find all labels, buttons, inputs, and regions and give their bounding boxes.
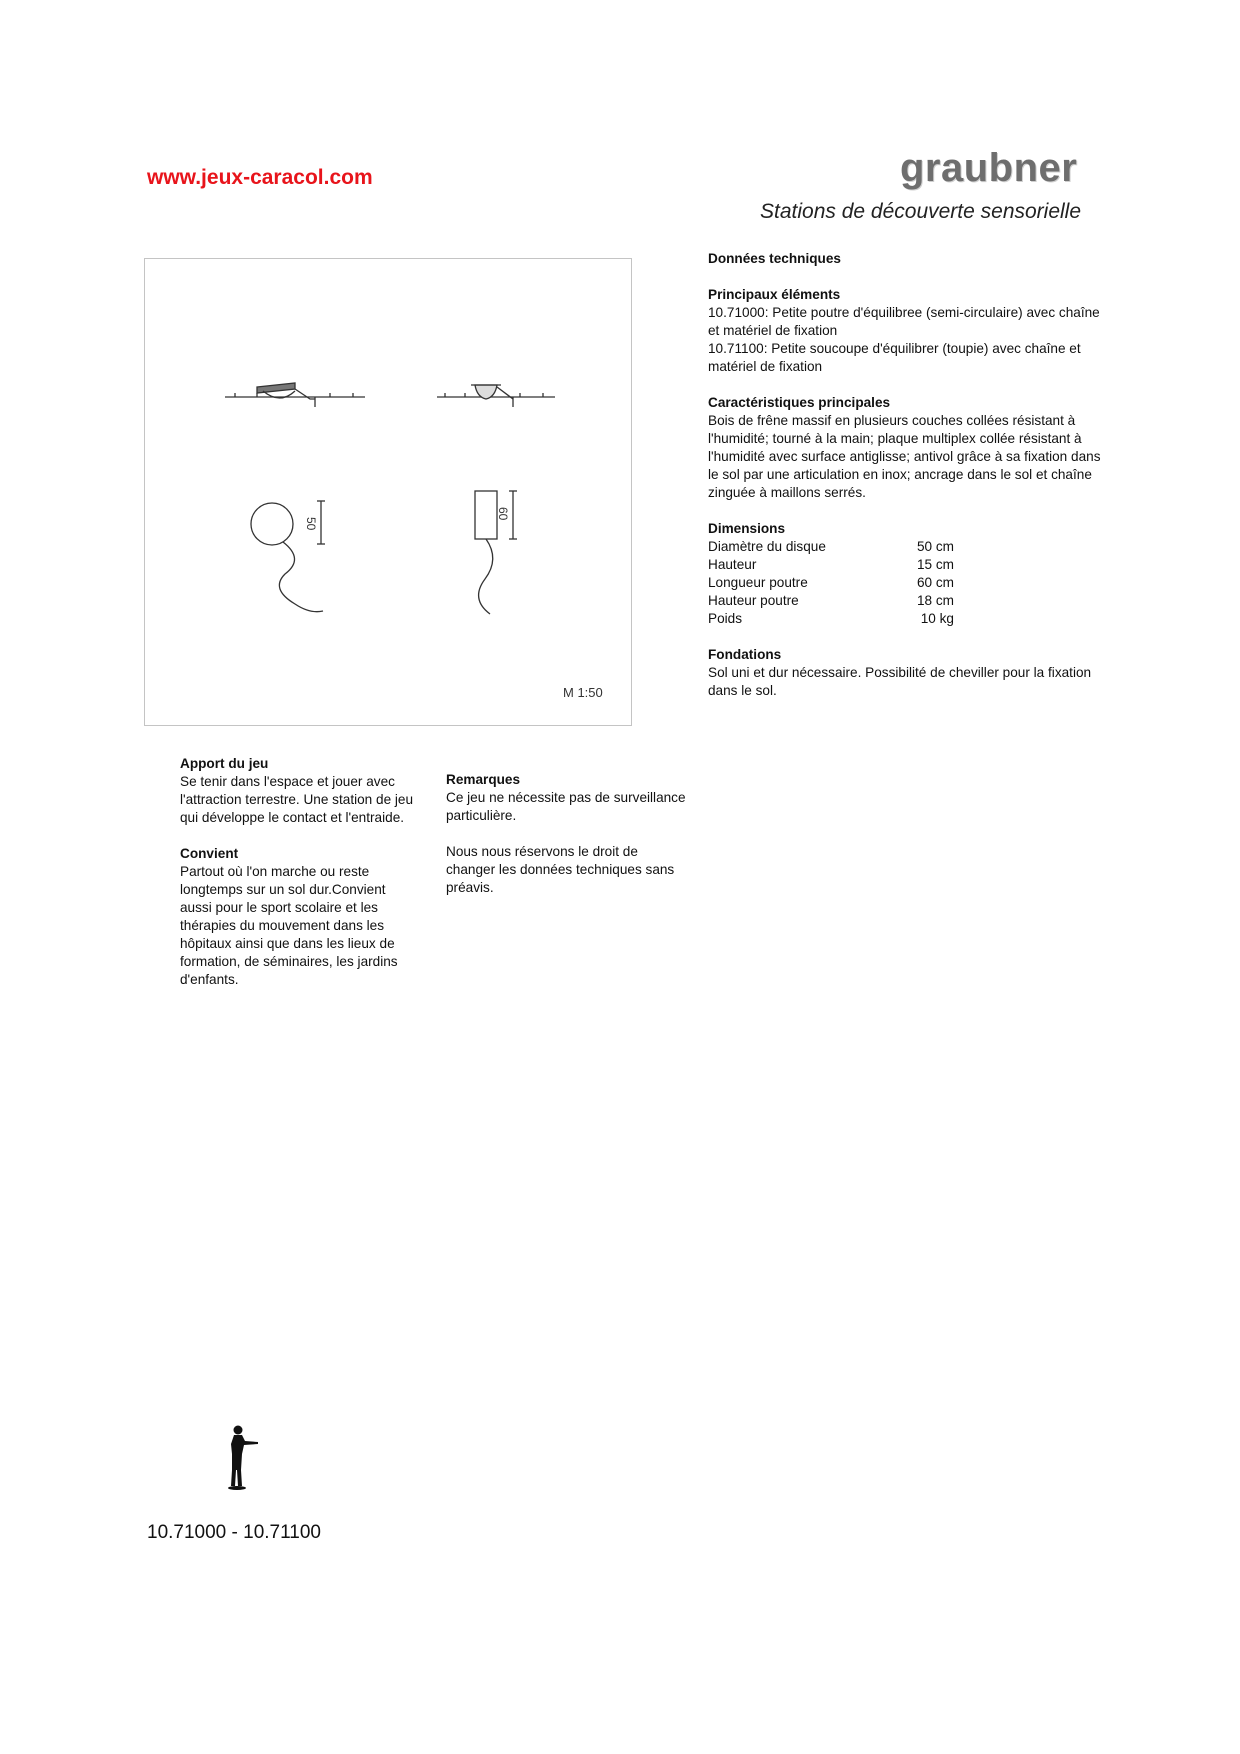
apport-text: Se tenir dans l'espace et jouer avec l'attraction terrestre. Une station de jeu qui développe le contact et l'entraide. (180, 774, 414, 825)
apport-title: Apport du jeu (180, 756, 269, 771)
side-view-beam (225, 383, 365, 407)
dimension-row (708, 538, 1108, 556)
dimension-label: Hauteur poutre (708, 593, 799, 608)
dimension-label: Hauteur (708, 557, 757, 572)
dimensions-title: Dimensions (708, 521, 786, 536)
remarques-title: Remarques (446, 772, 521, 787)
remarques-text: Ce jeu ne nécessite pas de surveillance particulière. (446, 790, 686, 823)
element-item: 10.71000: Petite poutre d'équilibree (semi-circulaire) avec chaîne et matériel de fixation (708, 305, 1100, 338)
scale-label: M 1:50 (563, 685, 603, 700)
foundations-title: Fondations (708, 647, 782, 662)
remarques-section (446, 771, 686, 897)
dimension-label: Longueur poutre (708, 575, 808, 590)
dimension-row (708, 610, 1108, 628)
dimension-value: 15 cm (916, 557, 954, 572)
dimension-row (708, 574, 1108, 592)
apport-section (180, 755, 420, 989)
dimension-row (708, 556, 1108, 574)
dimension-label-beam: 60 (496, 507, 510, 521)
product-reference: 10.71000 - 10.71100 (147, 1522, 321, 1543)
element-item: 10.71100: Petite soucoupe d'équilibrer (toupie) avec chaîne et matériel de fixation (708, 341, 1081, 374)
dimension-row (708, 592, 1108, 610)
brand-logo: graubner (900, 146, 1078, 190)
dimension-value: 50 cm (916, 539, 954, 554)
dimension-label: Diamètre du disque (708, 539, 826, 554)
technical-drawing (144, 258, 632, 726)
dimension-value: 18 cm (916, 593, 954, 608)
elements-title: Principaux éléments (708, 287, 841, 302)
features-title: Caractéristiques principales (708, 395, 891, 410)
convient-text: Partout où l'on marche ou reste longtemps sur un sol dur.Convient aussi pour le sport scolaire et les thérapies du mouvement dans les hôpitaux ainsi que dans les lieux de formation, de séminaires, les jardins d'enfants. (180, 864, 398, 987)
features-text: Bois de frêne massif en plusieurs couches collées résistant à l'humidité; tourné à la main; plaque multiplex collée résistant à l'humidité avec surface antiglisse; antivol grâce à sa fixation dans le sol par une articulation en inox; ancrage dans le sol et chaîne zinguée à maillons serrés. (708, 413, 1101, 500)
person-icon (222, 1424, 262, 1497)
foundations-text: Sol uni et dur nécessaire. Possibilité de cheviller pour la fixation dans le sol. (708, 665, 1092, 698)
dimension-value: 60 cm (916, 575, 954, 590)
side-view-saucer (437, 385, 555, 407)
dimension-label-circle: 50 (304, 517, 318, 531)
dimension-value: 10 kg (920, 611, 954, 626)
technical-data (708, 250, 1108, 700)
page-subtitle: Stations de découverte sensorielle (760, 200, 1082, 223)
convient-title: Convient (180, 846, 239, 861)
tech-title: Données techniques (708, 251, 841, 266)
website-link[interactable]: www.jeux-caracol.com (147, 166, 373, 189)
dimension-label: Poids (708, 611, 743, 626)
remarques-disclaimer: Nous nous réservons le droit de changer les données techniques sans préavis. (446, 844, 675, 895)
